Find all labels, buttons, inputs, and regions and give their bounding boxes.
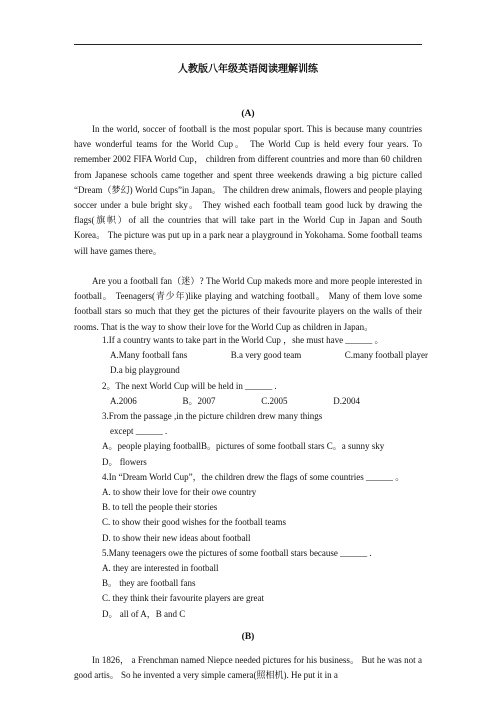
question-1-options-row xyxy=(102,348,428,363)
question-5-option-b: B。 they are football fans xyxy=(102,578,196,589)
question-1-option-c: C.many football player xyxy=(344,350,428,361)
section-a-paragraph-2: Are you a football fan（迷）? The World Cup makeds more and more people interested in football。 Teenagers(青少年)like playing and watching football。 Many of them love some football stars so much that they get the pictures of their favourite players on the walls of their rooms. That is the way to show their love for the World Cup as children in Japan。 xyxy=(74,276,422,332)
question-3-stem-continued: except ______ . xyxy=(110,426,168,437)
section-a-paragraph-1: In the world, soccer of football is the most popular sport. This is because many countries have wonderful teams for the World Cup。 The World Cup is held every four years. To remember 2002 FIFA World Cup， children from different countries and more than 60 children from Japanese schools came together and spent three weekends drawing a big picture called “Dream（梦幻) World Cups”in Japan。 The children drew animals, flowers and people playing soccer under a bule bright sky。 They wished each football team good luck by drawing the flags(旗帜）of all the countries that will take part in the World Cup in Japan and South Korea。 The picture was put up in a park near a playground in Yokohama. Some football teams will have games there。 xyxy=(74,124,422,256)
question-1-stem: 1.If a country wants to take part in the World Cup ，she must have ______ 。 xyxy=(102,335,384,345)
question-4 xyxy=(102,470,428,546)
question-3-option-d: D。 flowers xyxy=(102,456,147,467)
header-rule xyxy=(74,44,422,45)
question-2-option-c: C.2005 xyxy=(261,395,288,406)
question-2-stem: 2。The next World Cup will be held in ______ . xyxy=(102,380,277,391)
question-4-option-c: C. to show their good wishes for the football teams xyxy=(102,517,286,528)
question-5-option-a: A. they are interested in football xyxy=(102,563,219,574)
question-4-option-b: B. to tell the people their stories xyxy=(102,502,218,513)
question-4-stem: 4.In “Dream World Cup”，the children drew the flags of some countries ______ 。 xyxy=(102,471,405,482)
question-2-options-row xyxy=(102,394,360,409)
section-a-label: (A) xyxy=(241,109,255,119)
question-3 xyxy=(102,409,428,470)
question-4-option-d: D. to show their new ideas about football xyxy=(102,532,251,543)
section-b-label: (B) xyxy=(241,632,255,642)
question-1 xyxy=(102,333,428,379)
question-1-option-d: D.a big playground xyxy=(110,365,180,376)
question-5-option-d: D。 all of A，B and C xyxy=(102,608,186,619)
question-3-stem: 3.From the passage ,in the picture children drew many things xyxy=(102,411,323,422)
section-b-paragraph-1: In 1826， a Frenchman named Niepce needed pictures for his business。 But he was not a good artis。 So he invented a very simple camera(照相机). He put it in a xyxy=(74,655,422,681)
question-3-options-abc: A。people playing footballB。pictures of some football stars C。a sunny sky xyxy=(102,441,385,452)
question-1-option-a: A.Many football fans xyxy=(110,350,188,361)
question-5-stem: 5.Many teenagers owe the pictures of some football stars because ______ . xyxy=(102,547,372,558)
question-4-option-a: A. to show their love for their owe country xyxy=(102,487,257,498)
question-5 xyxy=(102,546,428,622)
question-list xyxy=(102,333,428,622)
question-2 xyxy=(102,379,428,409)
question-5-option-c: C. they think their favourite players are great xyxy=(102,593,264,604)
question-2-option-b: B。2007 xyxy=(182,395,216,406)
question-2-option-d: D.2004 xyxy=(333,395,360,406)
document-title: 人教版八年级英语阅读理解训练 xyxy=(178,64,318,75)
question-2-option-a: A.2006 xyxy=(110,395,137,406)
question-1-option-b: B.a very good team xyxy=(230,350,302,361)
